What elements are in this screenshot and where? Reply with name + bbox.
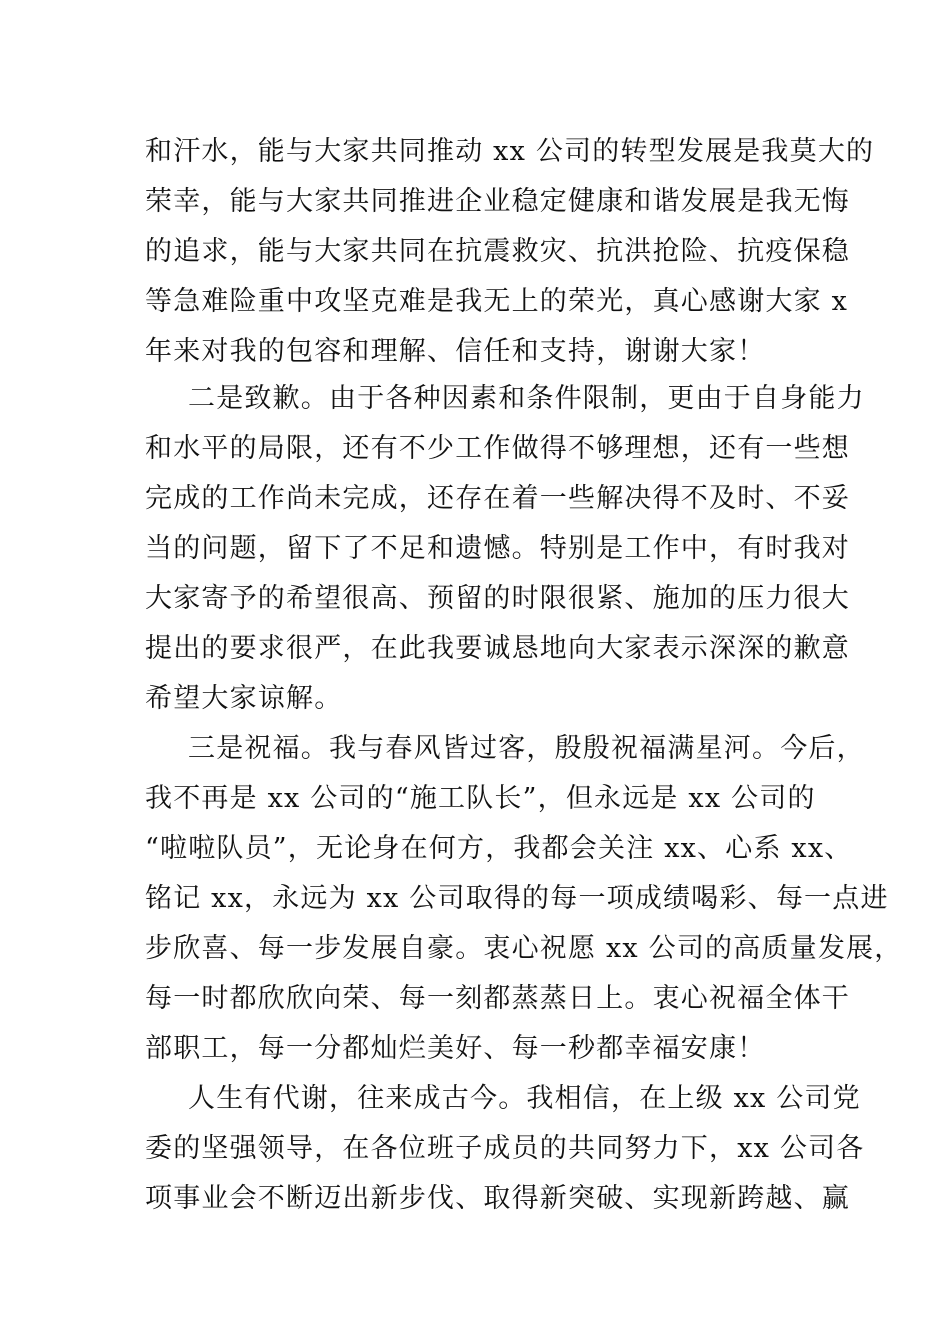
text-line: 项事业会不断迈出新步伐、取得新突破、实现新跨越、赢 <box>145 1183 850 1214</box>
text-line: 每一时都欣欣向荣、每一刻都蒸蒸日上。衷心祝福全体干 <box>145 983 850 1014</box>
text-line: 年来对我的包容和理解、信任和支持，谢谢大家！ <box>145 336 766 367</box>
text-line: 等急难险重中攻坚克难是我无上的荣光，真心感谢大家 x <box>145 286 849 317</box>
text-line: 和汗水，能与大家共同推动 xx 公司的转型发展是我莫大的 <box>145 136 875 167</box>
paragraph-start-line: 三是祝福。我与春风皆过客，殷殷祝福满星河。今后， <box>188 733 865 764</box>
text-line: 希望大家谅解。 <box>145 683 343 714</box>
text-line: 步欣喜、每一步发展自豪。衷心祝愿 xx 公司的高质量发展， <box>145 933 903 964</box>
text-line: 和水平的局限，还有不少工作做得不够理想，还有一些想 <box>145 433 850 464</box>
text-line: 部职工，每一分都灿烂美好、每一秒都幸福安康！ <box>145 1033 766 1064</box>
text-line: 当的问题，留下了不足和遗憾。特别是工作中，有时我对 <box>145 533 850 564</box>
text-line: 大家寄予的希望很高、预留的时限很紧、施加的压力很大 <box>145 583 850 614</box>
text-line: 完成的工作尚未完成，还存在着一些解决得不及时、不妥 <box>145 483 850 514</box>
text-line: “啦啦队员”，无论身在何方，我都会关注 xx、心系 xx、 <box>145 833 853 864</box>
text-line: 我不再是 xx 公司的“施工队长”，但永远是 xx 公司的 <box>145 783 816 814</box>
paragraph-start-line: 二是致歉。由于各种因素和条件限制，更由于自身能力 <box>188 383 865 414</box>
text-line: 铭记 xx，永远为 xx 公司取得的每一项成绩喝彩、每一点进 <box>145 883 889 914</box>
paragraph-start-line: 人生有代谢，往来成古今。我相信，在上级 xx 公司党 <box>188 1083 861 1114</box>
text-line: 荣幸，能与大家共同推进企业稳定健康和谐发展是我无悔 <box>145 186 850 217</box>
text-line: 的追求，能与大家共同在抗震救灾、抗洪抢险、抗疫保稳 <box>145 236 850 267</box>
text-line: 委的坚强领导，在各位班子成员的共同努力下，xx 公司各 <box>145 1133 865 1164</box>
text-line: 提出的要求很严，在此我要诚恳地向大家表示深深的歉意 <box>145 633 850 664</box>
